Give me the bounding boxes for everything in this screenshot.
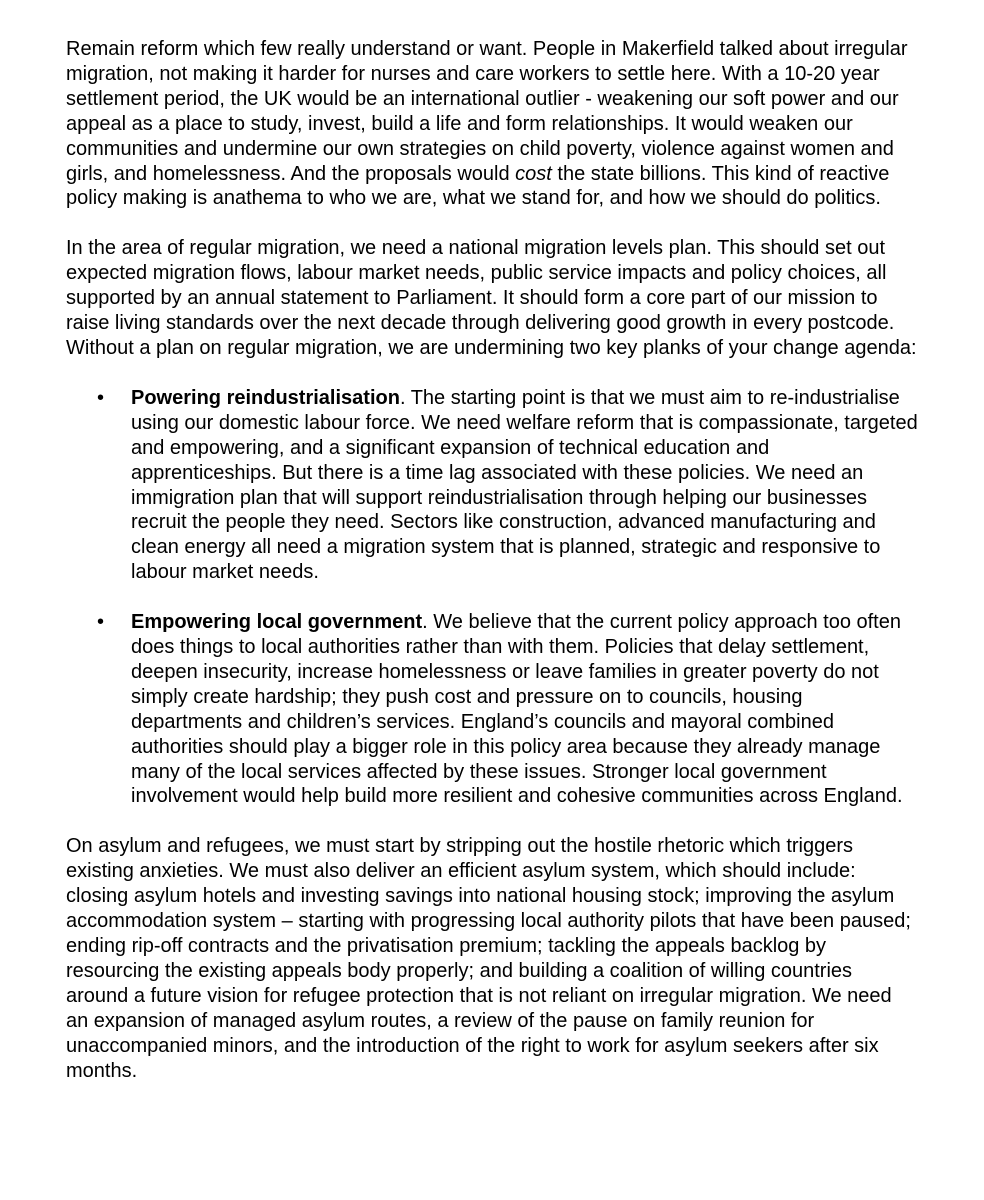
paragraph-remain-reform-text-end: the state billions. This kind of reactive policy making is anathema to who we are, what we stand for, and how we should do politics. <box>66 162 890 210</box>
paragraph-regular-migration: In the area of regular migration, we need a national migration levels plan. This should set out expected migration flows, labour market needs, public service impacts and policy choices, all supported by an annual statement to Parliament. It should form a core part of our mission to raise living standards over the next decade through delivering good growth in every postcode. Without a plan on regular migration, we are undermining two key planks of your change agenda: <box>66 237 917 359</box>
bullet-icon: • <box>97 611 105 634</box>
paragraph-spacer <box>66 211 918 236</box>
bullet-heading-reindustrialisation: Powering reindustrialisation <box>131 386 400 409</box>
paragraph-spacer <box>66 361 918 386</box>
bullet-item-local-government <box>66 610 918 809</box>
document-page <box>66 37 918 1083</box>
paragraph-spacer <box>66 809 918 834</box>
bullet-text-reindustrialisation: . The starting point is that we must aim to re-industrialise using our domestic labour force. We need welfare reform that is compassionate, targeted and empowering, and a significant expansion of technical education and apprenticeships. But there is a time lag associated with these policies. We need an immigration plan that will support reindustrialisation through helping our businesses recruit the people they need. Sectors like construction, advanced manufacturing and clean energy all need a migration system that is planned, strategic and responsive to labour market needs. <box>131 386 918 584</box>
paragraph-remain-reform-text: Remain reform which few really understand or want. People in Makerfield talked about irregular migration, not making it harder for nurses and care workers to settle here. With a 10-20 year settlement period, the UK would be an international outlier - weakening our soft power and our appeal as a place to study, invest, build a life and form relationships. It would weaken our communities and undermine our own strategies on child poverty, violence against women and girls, and homelessness. And the proposals would <box>66 38 908 185</box>
bullet-list <box>66 386 918 810</box>
bullet-spacer <box>66 585 918 610</box>
paragraph-remain-reform <box>66 37 918 211</box>
bullet-heading-local-government: Empowering local government <box>131 611 423 634</box>
bullet-item-reindustrialisation <box>66 386 918 585</box>
paragraph-asylum-refugees: On asylum and refugees, we must start by stripping out the hostile rhetoric which triggers existing anxieties. We must also deliver an efficient asylum system, which should include: closing asylum hotels and investing savings into national housing stock; improving the asylum accommodation system – starting with progressing local authority pilots that have been paused; ending rip-off contracts and the privatisation premium; tackling the appeals backlog by resourcing the existing appeals body properly; and building a coalition of willing countries around a future vision for refugee protection that is not reliant on irregular migration. We need an expansion of managed asylum routes, a review of the pause on family reunion for unaccompanied minors, and the introduction of the right to work for asylum seekers after six months. <box>66 835 911 1082</box>
emphasis-cost: cost <box>515 162 552 185</box>
bullet-icon: • <box>97 386 105 409</box>
bullet-text-local-government: . We believe that the current policy approach too often does things to local authorities rather than with them. Policies that delay settlement, deepen insecurity, increase homelessness or leave families in greater poverty do not simply create hardship; they push cost and pressure on to councils, housing departments and children’s services. England’s councils and mayoral combined authorities should play a bigger role in this policy area because they already manage many of the local services affected by these issues. Stronger local government involvement would help build more resilient and cohesive communities across England. <box>131 611 903 808</box>
